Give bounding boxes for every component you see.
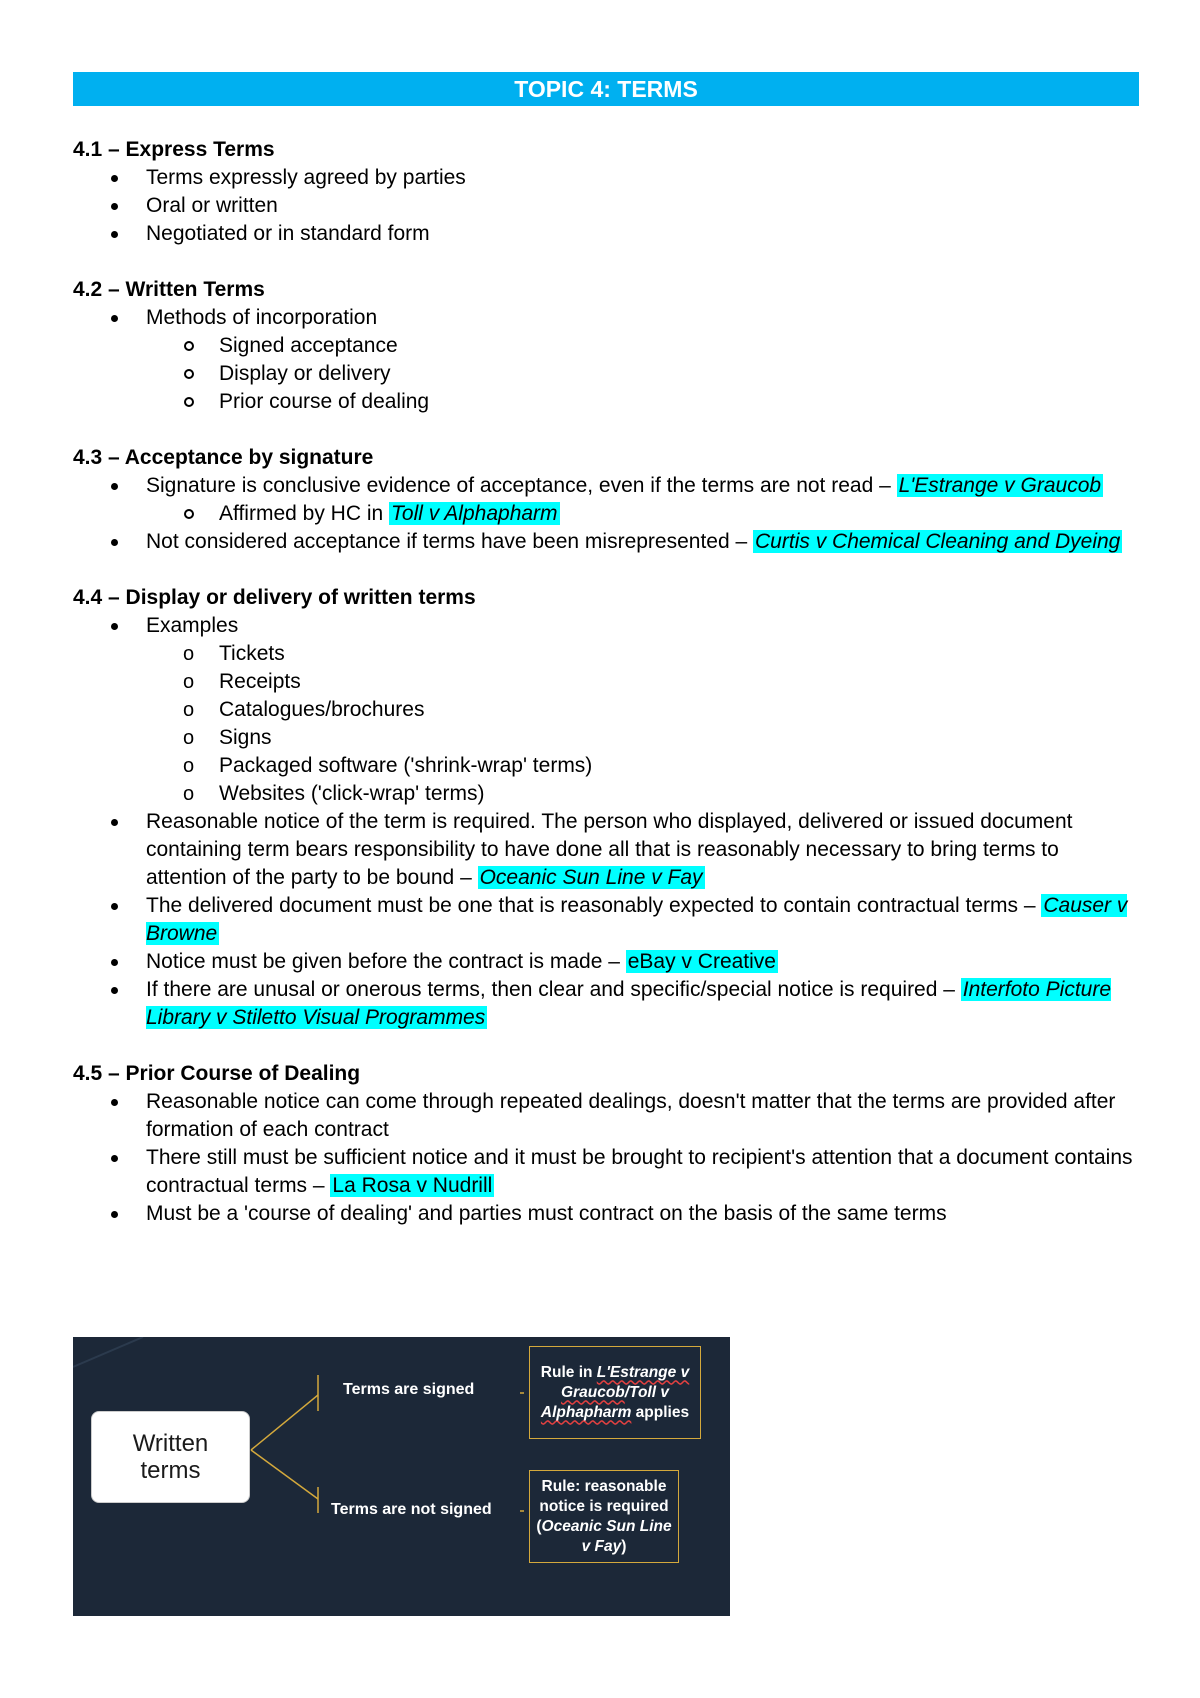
section-acceptance-signature [73,444,1139,556]
bullet-list [73,164,1139,248]
connector-line [251,1450,318,1499]
list-item-text: The delivered document must be one that is reasonably expected to contain contractual terms – [146,894,1042,917]
rule-box-not-signed [529,1470,679,1563]
list-item-text: Methods of incorporation [146,306,378,329]
connector-line [251,1395,318,1450]
case-citation: L'Estrange v Graucob [561,1363,690,1401]
section-display-delivery [73,584,1139,1032]
section-heading: 4.5 – Prior Course of Dealing [73,1062,361,1085]
section-prior-course [73,1060,1139,1228]
list-item: Must be a 'course of dealing' and parties must contract on the basis of the same terms [73,1200,1139,1228]
rule-box-signed [529,1346,701,1439]
case-citation: L'Estrange v Graucob [898,474,1102,497]
list-item: Negotiated or in standard form [73,220,1139,248]
list-item-text: If there are unusal or onerous terms, then clear and specific/special notice is required – [146,978,961,1001]
bullet-list [73,304,1139,416]
node-label-line: terms [140,1457,201,1484]
section-heading: 4.4 – Display or delivery of written terms [73,586,476,609]
sub-list-item: o Tickets [73,640,1139,668]
list-item [73,892,1139,948]
list-item-text: Notice must be given before the contract is made – [146,950,626,973]
bullet-list [73,612,1139,1032]
list-item [73,948,1139,976]
branch-label-not-signed: Terms are not signed [331,1501,492,1518]
branch-label-signed: Terms are signed [343,1381,475,1398]
case-citation: Toll v Alphapharm [391,502,558,525]
rule-text: ( [536,1517,542,1535]
case-citation: Curtis v Chemical Cleaning and Dyeing [755,530,1121,553]
case-citation: Causer v Browne [146,894,1128,945]
bullet-list [73,472,1139,556]
sub-list-item: Signed acceptance [73,332,1139,360]
sub-bullet-list [146,332,1139,416]
case-citation: La Rosa v Nudrill [332,1174,493,1197]
list-item-text: There still must be sufficient notice and it must be brought to recipient's attention that a document contains contractual terms – [146,1146,1133,1197]
rule-text: /Toll v [624,1383,669,1401]
list-item: Oral or written [73,192,1139,220]
list-item [73,472,1139,528]
rule-text: Rule in [540,1363,597,1381]
list-item [73,1144,1139,1200]
rule-text: applies [631,1403,690,1421]
sub-list-item [73,500,1139,528]
bullet-list [73,1088,1139,1228]
list-item-text: Not considered acceptance if terms have been misrepresented – [146,530,754,553]
section-written-terms [73,276,1139,416]
list-item [73,528,1139,556]
sub-bullet-list [146,640,1139,808]
page-title: TOPIC 4: TERMS [73,72,1139,106]
sub-list-item: Prior course of dealing [73,388,1139,416]
sub-list-item-text: Affirmed by HC in [219,502,389,525]
sub-list-item: o Receipts [73,668,1139,696]
decor-line [73,1337,143,1367]
sub-list-item: Display or delivery [73,360,1139,388]
rule-text: Rule: reasonable notice is required [539,1477,669,1515]
section-express-terms [73,136,1139,248]
rule-text: ) [621,1537,627,1555]
list-item [73,612,1139,808]
node-label-line: Written [132,1430,209,1457]
written-terms-diagram [73,1337,730,1616]
list-item-text: Examples [146,614,239,637]
sub-list-item: o Packaged software ('shrink-wrap' terms) [73,752,1139,780]
list-item [73,808,1139,892]
list-item: Terms expressly agreed by parties [73,164,1139,192]
case-citation: Interfoto Picture Library v Stiletto Visual Programmes [146,978,1112,1029]
document-page [73,72,1139,1256]
list-item-text: Signature is conclusive evidence of acceptance, even if the terms are not read – [146,474,897,497]
section-heading: 4.3 – Acceptance by signature [73,446,374,469]
case-citation: Alphapharm [540,1403,632,1421]
sub-list-item: o Catalogues/brochures [73,696,1139,724]
list-item [73,304,1139,416]
section-heading: 4.1 – Express Terms [73,138,275,161]
sub-list-item: o Signs [73,724,1139,752]
list-item: Reasonable notice can come through repeated dealings, doesn't matter that the terms are provided after formation of each contract [73,1088,1139,1144]
case-citation: Oceanic Sun Line v Fay [541,1517,672,1555]
sub-bullet-list [146,500,1139,528]
section-heading: 4.2 – Written Terms [73,278,265,301]
case-citation: eBay v Creative [627,950,776,973]
written-terms-node [91,1411,250,1503]
sub-list-item: o Websites ('click-wrap' terms) [73,780,1139,808]
case-citation: Oceanic Sun Line v Fay [479,866,703,889]
list-item [73,976,1139,1032]
list-item-text: Reasonable notice of the term is required. The person who displayed, delivered or issued document containing term bears responsibility to have done all that is reasonably necessary to bring terms to attention of the party to be bound – [146,810,1073,889]
